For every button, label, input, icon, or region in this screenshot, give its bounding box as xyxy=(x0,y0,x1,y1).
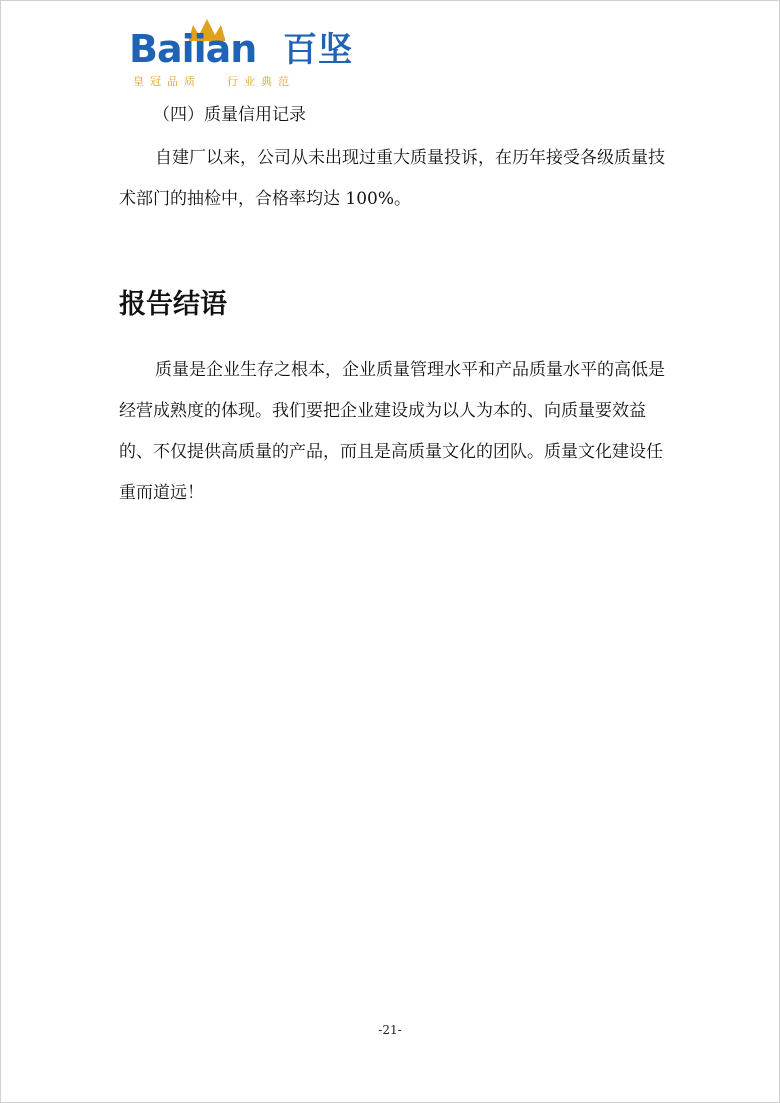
logo-slogan xyxy=(133,73,295,89)
company-logo xyxy=(129,19,359,89)
slogan-right: 行业典范 xyxy=(227,75,295,88)
conclusion-paragraph xyxy=(119,350,667,514)
conclusion-heading: 报告结语 xyxy=(119,289,227,320)
quality-record-paragraph xyxy=(119,138,667,220)
logo-brand-en: Baiian xyxy=(129,27,257,71)
logo-brand-cn: 百坚 xyxy=(283,30,353,70)
quality-record-text: 自建厂以来，公司从未出现过重大质量投诉，在历年接受各级质量技术部门的抽检中，合格率均达 100%。 xyxy=(119,148,665,209)
section-subheading: （四）质量信用记录 xyxy=(153,105,306,125)
page-number: -21- xyxy=(378,1023,402,1037)
conclusion-text: 质量是企业生存之根本，企业质量管理水平和产品质量水平的高低是经营成熟度的体现。我们要把企业建设成为以人为本的、向质量要效益的、不仅提供高质量的产品，而且是高质量文化的团队。质量文化建设任重而道远！ xyxy=(119,360,665,503)
slogan-left: 皇冠品质 xyxy=(133,75,201,88)
